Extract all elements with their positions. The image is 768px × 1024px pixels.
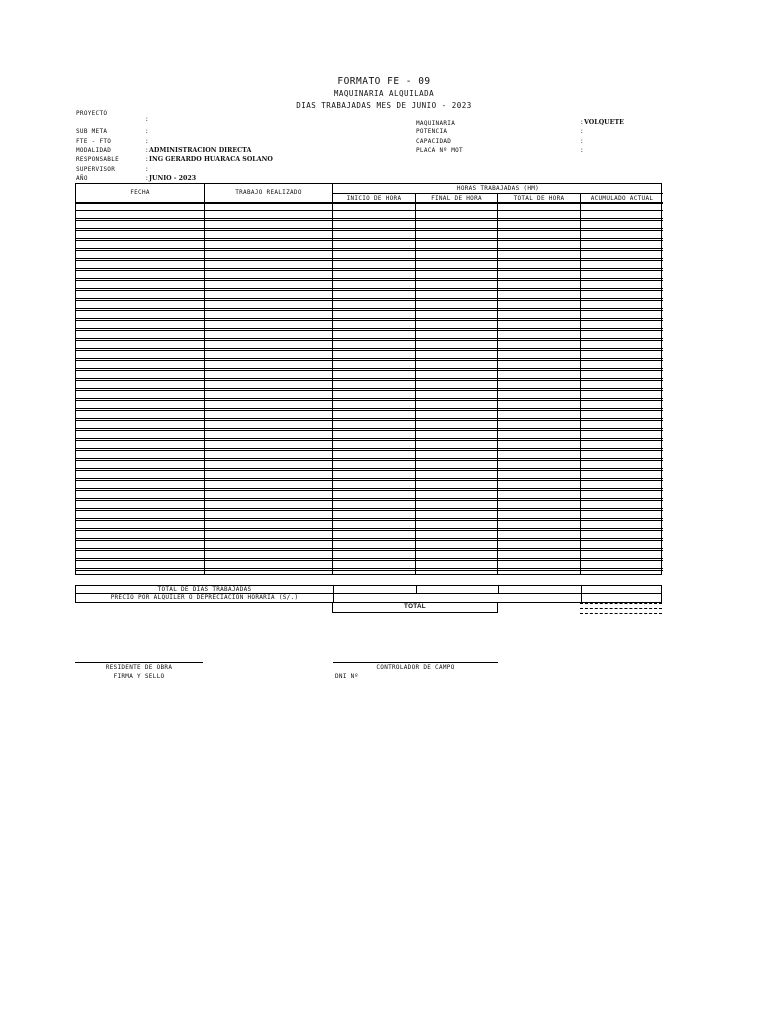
table-row-line	[76, 370, 663, 371]
table-row-line	[76, 548, 663, 549]
table-row-line	[76, 518, 663, 519]
label-modalidad: MODALIDAD	[76, 147, 112, 154]
summary-row-dias	[75, 585, 662, 594]
col-header-acumulado: ACUMULADO ACTUAL	[590, 195, 654, 202]
table-row-line	[76, 350, 663, 351]
table-row-line	[76, 250, 663, 251]
label-maquinaria: MAQUINARIA	[416, 120, 456, 127]
table-row-line	[76, 230, 663, 231]
dashed-cell-line	[580, 613, 662, 614]
table-row-line	[76, 470, 663, 471]
form-period: DIAS TRABAJADAS MES DE JUNIO - 2023	[296, 101, 472, 110]
col-header-trabajo: TRABAJO REALIZADO	[235, 189, 302, 196]
table-row-line	[76, 398, 663, 399]
colon-potencia: :	[580, 128, 584, 135]
signature-sub-residente: FIRMA Y SELLO	[113, 673, 165, 680]
table-row-line	[76, 540, 663, 541]
work-log-table	[75, 183, 662, 575]
table-row-line	[76, 328, 663, 329]
value-modalidad: ADMINISTRACION DIRECTA	[149, 147, 252, 154]
colon-responsable: :	[145, 156, 149, 163]
table-row-line	[76, 358, 663, 359]
table-row-line	[76, 550, 663, 551]
label-potencia: POTENCIA	[416, 128, 448, 135]
table-row-line	[76, 440, 663, 441]
table-row-line	[76, 380, 663, 381]
summary-vline	[498, 586, 499, 593]
table-row-line	[76, 480, 663, 481]
table-row-line	[76, 560, 663, 561]
table-row-line	[76, 320, 663, 321]
table-row-line	[76, 490, 663, 491]
table-row-line	[76, 278, 663, 279]
table-row-line	[76, 468, 663, 469]
table-row-line	[76, 568, 663, 569]
table-row-line	[76, 418, 663, 419]
table-row-line	[76, 280, 663, 281]
table-row-line	[76, 348, 663, 349]
label-fte-fto: FTE - FTO	[76, 138, 112, 145]
table-row-line	[76, 430, 663, 431]
table-row-line	[76, 528, 663, 529]
precio-label: PRECIO POR ALQUILER O DEPRECIACION HORARIA (S/.)	[110, 594, 299, 601]
table-row-line	[76, 570, 663, 571]
value-maquinaria: VOLQUETE	[584, 119, 624, 126]
table-row-line	[76, 400, 663, 401]
table-row-line	[76, 330, 663, 331]
table-row-line	[76, 210, 663, 211]
table-row-line	[76, 378, 663, 379]
colon-fte-fto: :	[145, 138, 149, 145]
col-header-horas-group: HORAS TRABAJADAS (HM)	[456, 185, 540, 192]
table-row-line	[76, 450, 663, 451]
summary-vline	[333, 594, 334, 602]
colon-capacidad: :	[580, 138, 584, 145]
table-row-line	[76, 520, 663, 521]
table-row-line	[76, 420, 663, 421]
table-row-line	[76, 340, 663, 341]
dashed-cell-line	[580, 603, 662, 604]
table-row-line	[76, 248, 663, 249]
table-row-line	[76, 298, 663, 299]
table-row-line	[76, 218, 663, 219]
table-row-line	[76, 458, 663, 459]
label-sub-meta: SUB META	[76, 128, 108, 135]
dashed-cell-line	[580, 608, 662, 609]
table-row-line	[76, 460, 663, 461]
label-placa: PLACA Nº MOT	[416, 147, 463, 154]
colon-ano: :	[145, 175, 149, 182]
table-row-line	[76, 338, 663, 339]
total-label: TOTAL	[404, 603, 426, 610]
table-row-line	[76, 238, 663, 239]
table-row-line	[76, 558, 663, 559]
table-row-line	[76, 478, 663, 479]
label-capacidad: CAPACIDAD	[416, 138, 452, 145]
summary-row-precio	[75, 594, 662, 603]
table-hline	[333, 193, 663, 194]
signature-line-residente	[75, 662, 203, 663]
table-row-line	[76, 390, 663, 391]
summary-vline	[333, 586, 334, 593]
table-row-line	[76, 220, 663, 221]
table-row-line	[76, 290, 663, 291]
signature-title-controlador: CONTROLADOR DE CAMPO	[376, 664, 455, 671]
table-row-line	[76, 228, 663, 229]
table-row-line	[76, 488, 663, 489]
label-responsable: RESPONSABLE	[76, 156, 120, 163]
table-row-line	[76, 368, 663, 369]
label-supervisor: SUPERVISOR	[76, 166, 116, 173]
value-responsable: ING GERARDO HUARACA SOLANO	[149, 156, 273, 163]
table-row-line	[76, 438, 663, 439]
form-title: FORMATO FE - 09	[337, 76, 431, 87]
table-row-line	[76, 500, 663, 501]
table-row-line	[76, 240, 663, 241]
col-header-fecha: FECHA	[130, 189, 150, 196]
col-header-inicio: INICIO DE HORA	[346, 195, 402, 202]
table-row-line	[76, 510, 663, 511]
colon-maquinaria: :	[580, 119, 584, 126]
table-row-line	[76, 360, 663, 361]
summary-vline	[581, 586, 582, 593]
table-header-bottom	[76, 202, 663, 204]
colon-proyecto: :	[145, 116, 149, 123]
total-box	[332, 603, 498, 613]
table-row-line	[76, 268, 663, 269]
signature-line-controlador	[333, 662, 498, 663]
colon-sub-meta: :	[145, 128, 149, 135]
label-proyecto: PROYECTO	[76, 110, 108, 117]
table-row-line	[76, 408, 663, 409]
value-ano: JUNIO - 2023	[149, 175, 197, 182]
table-row-line	[76, 538, 663, 539]
form-subtitle: MAQUINARIA ALQUILADA	[333, 89, 435, 98]
table-row-line	[76, 300, 663, 301]
table-row-line	[76, 310, 663, 311]
table-row-line	[76, 498, 663, 499]
table-row-line	[76, 258, 663, 259]
table-row-line	[76, 508, 663, 509]
signature-title-residente: RESIDENTE DE OBRA	[105, 664, 173, 671]
label-ano: AÑO	[76, 175, 88, 182]
table-row-line	[76, 448, 663, 449]
table-row-line	[76, 288, 663, 289]
total-dias-label: TOTAL DE DIAS TRABAJADAS	[157, 586, 252, 593]
table-row-line	[76, 308, 663, 309]
table-row-line	[76, 260, 663, 261]
colon-modalidad: :	[145, 147, 149, 154]
colon-supervisor: :	[145, 166, 149, 173]
table-row-line	[76, 318, 663, 319]
table-row-line	[76, 428, 663, 429]
summary-vline	[581, 594, 582, 602]
table-row-line	[76, 530, 663, 531]
summary-vline	[416, 586, 417, 593]
colon-placa: :	[580, 147, 584, 154]
col-header-final: FINAL DE HORA	[431, 195, 482, 202]
signature-sub-controlador: DNI Nº	[335, 673, 359, 680]
table-row-line	[76, 388, 663, 389]
table-row-line	[76, 270, 663, 271]
table-row-line	[76, 410, 663, 411]
col-header-total: TOTAL DE HORA	[513, 195, 565, 202]
